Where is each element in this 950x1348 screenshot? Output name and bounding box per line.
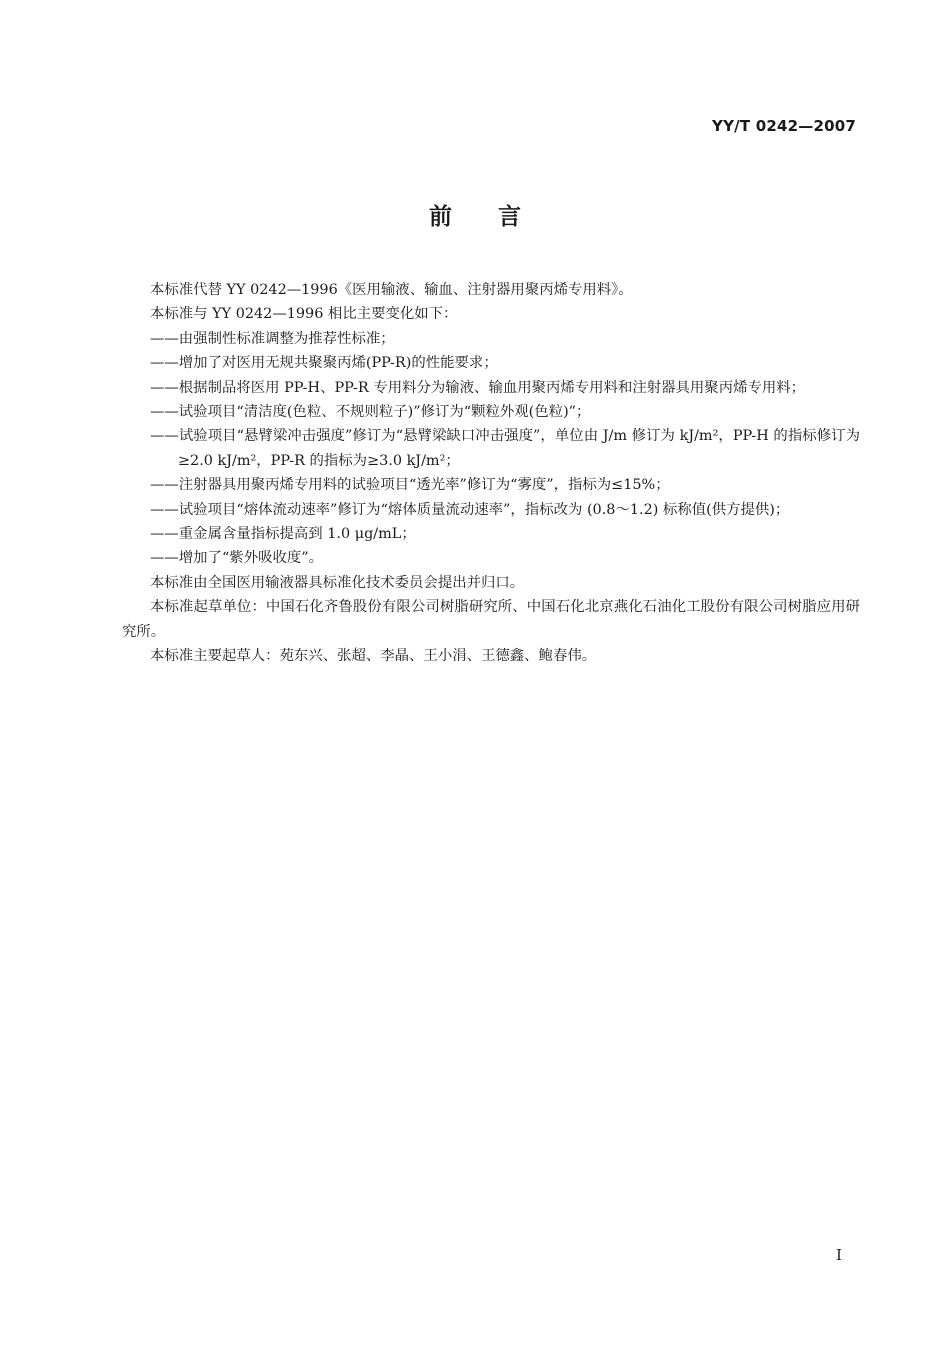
document-body [122,278,860,669]
change-item: ——根据制品将医用 PP-H、PP-R 专用料分为输液、输血用聚丙烯专用料和注射器具用聚丙烯专用料； [150,379,806,396]
change-item: ——重金属含量指标提高到 1.0 μg/mL； [150,526,416,543]
outro-paragraph: 本标准主要起草人：苑东兴、张超、李晶、王小涓、王德鑫、鲍春伟。 [150,648,597,665]
intro-paragraph: 本标准与 YY 0242—1996 相比主要变化如下： [150,306,458,323]
outro-paragraph: 本标准起草单位：中国石化齐鲁股份有限公司树脂研究所、中国石化北京燕化石油化工股份有限公司树脂应用研究所。 [122,599,860,640]
change-item: ——由强制性标准调整为推荐性标准； [150,330,395,347]
change-item: ——试验项目“悬臂梁冲击强度”修订为“悬臂梁缺口冲击强度”，单位由 J/m 修订为 kJ/m²，PP-H 的指标修订为≥2.0 kJ/m²，PP-R 的指标为≥3.0 kJ/m²； [150,428,860,469]
page-title: 前言 [429,204,567,230]
outro-paragraph: 本标准由全国医用输液器具标准化技术委员会提出并归口。 [150,574,525,591]
change-item: ——增加了“紫外吸收度”。 [150,550,324,567]
page-number: I [836,1246,842,1264]
change-item: ——试验项目“熔体流动速率”修订为“熔体质量流动速率”，指标改为 (0.8～1.2) 标称值(供方提供)； [150,501,790,518]
change-item: ——增加了对医用无规共聚聚丙烯(PP-R)的性能要求； [150,355,498,372]
change-item: ——试验项目“清洁度(色粒、不规则粒子)”修订为“颗粒外观(色粒)”； [150,404,591,421]
change-item: ——注射器具用聚丙烯专用料的试验项目“透光率”修订为“雾度”，指标为≤15%； [150,477,670,494]
standard-code: YY/T 0242—2007 [712,117,856,135]
intro-paragraph: 本标准代替 YY 0242—1996《医用输液、输血、注射器用聚丙烯专用料》。 [150,282,633,298]
